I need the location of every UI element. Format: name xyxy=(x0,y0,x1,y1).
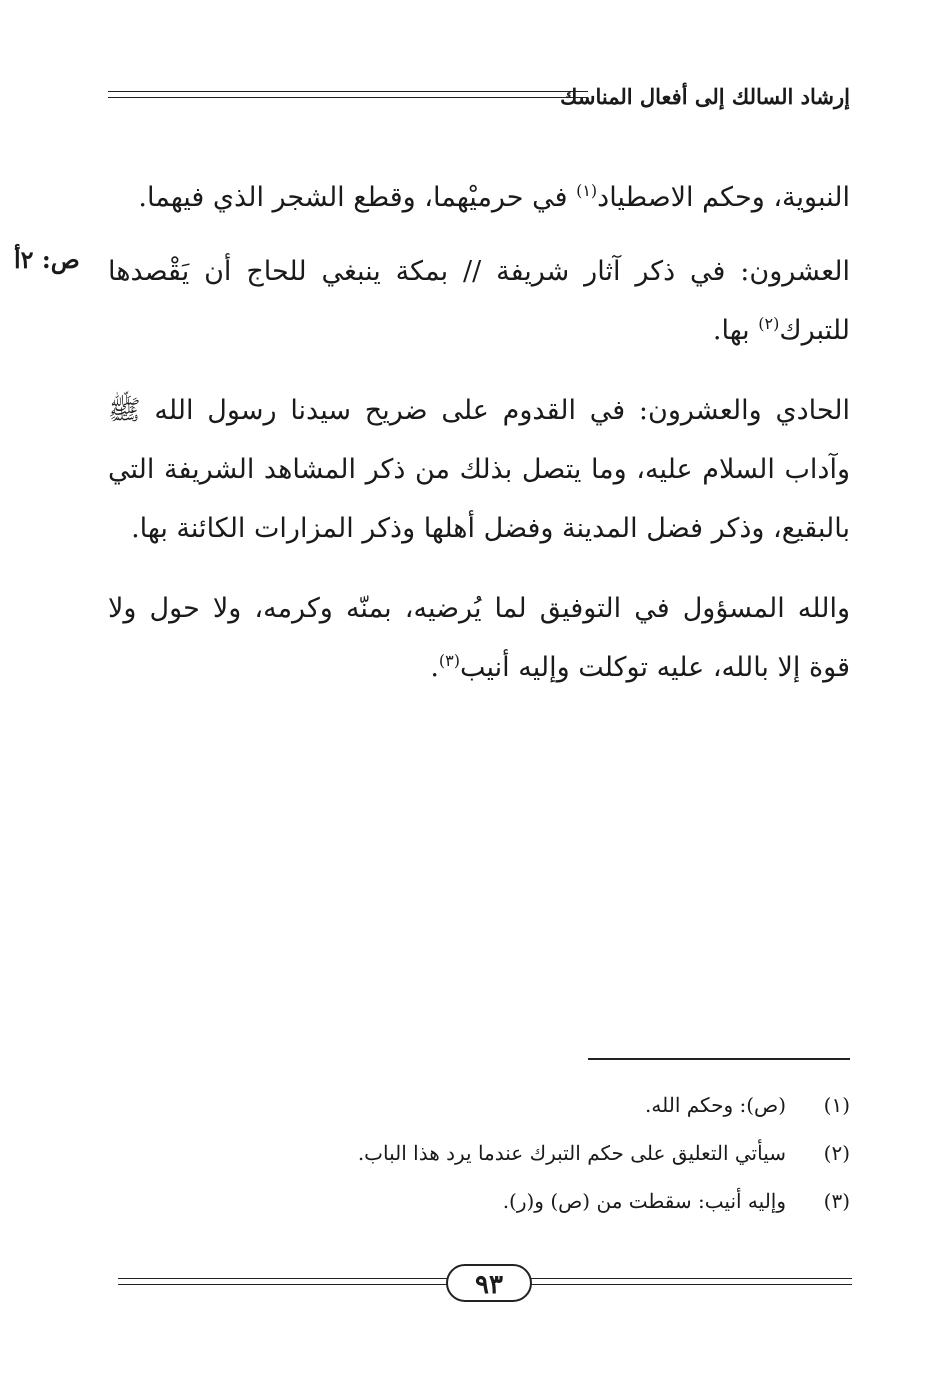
footnote-ref: (٢) xyxy=(758,314,780,333)
footnote-ref: (٣) xyxy=(438,651,460,670)
book-title: إرشاد السالك إلى أفعال المناسك xyxy=(560,84,850,109)
paragraph-text: بها. xyxy=(712,315,759,346)
paragraph-text: الحادي والعشرون: في القدوم على ضريح سيدنا رسول الله ﷺ وآداب السلام عليه، وما يتصل بذلك من ذكر المشاهد الشريفة التي بالبقيع، وذكر فضل المدينة وفضل أهلها وذكر المزارات الكائنة بها. xyxy=(108,395,850,544)
footnote xyxy=(108,1086,850,1134)
paragraph xyxy=(108,242,850,360)
footnote-number: (١) xyxy=(823,1093,850,1117)
paragraph-text: . xyxy=(430,652,439,683)
footnote-separator xyxy=(588,1058,850,1060)
running-header xyxy=(108,82,850,112)
footer-rule xyxy=(530,1278,852,1285)
footnote xyxy=(108,1182,850,1230)
paragraph xyxy=(108,168,850,227)
page-number: ٩٣ xyxy=(446,1264,532,1302)
paragraph xyxy=(108,579,850,697)
paragraph-text: العشرون: في ذكر آثار شريفة // بمكة ينبغي للحاج أن يَقْصدها للتبرك xyxy=(108,256,850,346)
footer-rule xyxy=(118,1278,448,1285)
paragraph-text: في حرميْهما، وقطع الشجر الذي فيهما. xyxy=(138,182,577,213)
footnote-text: وإليه أنيب: سقطت من (ص) و(ر). xyxy=(502,1189,786,1213)
footnote-text: سيأتي التعليق على حكم التبرك عندما يرد هذا الباب. xyxy=(357,1141,786,1165)
header-double-rule xyxy=(108,91,588,98)
footnote-text: (ص): وحكم الله. xyxy=(645,1093,786,1117)
main-text xyxy=(108,168,850,718)
footnote xyxy=(108,1134,850,1182)
footnote-number: (٢) xyxy=(823,1141,850,1165)
paragraph-text: والله المسؤول في التوفيق لما يُرضيه، بمنّه وكرمه، ولا حول ولا قوة إلا بالله، عليه توكلت وإليه أنيب xyxy=(108,593,850,683)
footnote-number: (٣) xyxy=(823,1189,850,1213)
footnotes xyxy=(108,1086,850,1230)
paragraph-text: النبوية، وحكم الاصطياد xyxy=(597,182,850,213)
footnote-ref: (١) xyxy=(576,181,598,200)
paragraph xyxy=(108,381,850,558)
manuscript-folio-note: ص: ٢أ xyxy=(14,245,80,274)
